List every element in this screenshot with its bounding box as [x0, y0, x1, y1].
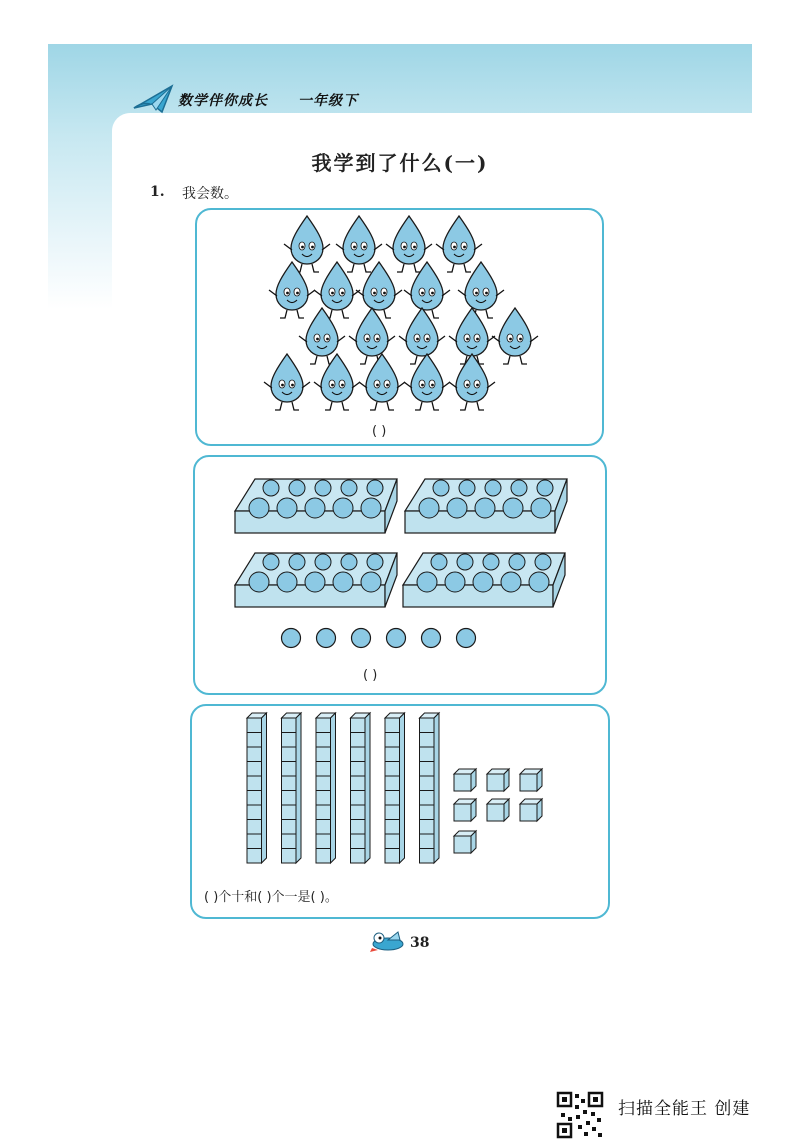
water-drop [264, 354, 310, 410]
ball [417, 572, 437, 592]
watermark-text: 扫描全能王 创建 [618, 1099, 751, 1119]
page-title: 我学到了什么(一) [311, 151, 489, 175]
ten-rod [385, 713, 405, 863]
ball [263, 554, 279, 570]
ten-rod [282, 713, 302, 863]
water-drop [404, 262, 450, 318]
ball [315, 554, 331, 570]
ball [503, 498, 523, 518]
ball [431, 554, 447, 570]
ball-box [235, 553, 397, 607]
water-drop [349, 308, 395, 364]
unit-cube [487, 769, 509, 791]
unit-cube [520, 799, 542, 821]
water-drop [458, 262, 504, 318]
water-drop [269, 262, 315, 318]
ball [433, 480, 449, 496]
book-title: 数学伴你成长 [178, 93, 268, 109]
ball [483, 554, 499, 570]
loose-ball [317, 629, 336, 648]
grade-label: 一年级下 [298, 93, 358, 109]
ball [501, 572, 521, 592]
water-drops-illustration [197, 210, 602, 444]
ball [249, 572, 269, 592]
ball [485, 480, 501, 496]
loose-ball [387, 629, 406, 648]
ball [305, 572, 325, 592]
water-drop [436, 216, 482, 272]
unit-cube [454, 769, 476, 791]
page-number: 38 [410, 935, 430, 951]
ball [457, 554, 473, 570]
ball [529, 572, 549, 592]
question-number: 1. [150, 184, 165, 200]
water-drop [336, 216, 382, 272]
water-drop [399, 308, 445, 364]
mascot-plane-icon [368, 930, 406, 954]
water-drop [404, 354, 450, 410]
ball [249, 498, 269, 518]
ball [447, 498, 467, 518]
ball [315, 480, 331, 496]
unit-cube [454, 799, 476, 821]
plane-logo-icon [132, 84, 176, 114]
ball-boxes-panel [193, 455, 607, 695]
ball [333, 572, 353, 592]
ball [361, 498, 381, 518]
ball [289, 554, 305, 570]
water-drop [492, 308, 538, 364]
unit-cube [454, 831, 476, 853]
ball-boxes-illustration [195, 457, 605, 693]
ball [361, 572, 381, 592]
ball [277, 498, 297, 518]
cubes-answer-sentence[interactable]: ( )个十和( )个一是( )。 [204, 890, 338, 905]
unit-cube [487, 799, 509, 821]
ball-box [235, 479, 397, 533]
ball-box [403, 553, 565, 607]
ball [367, 480, 383, 496]
ten-rod [420, 713, 440, 863]
loose-ball [422, 629, 441, 648]
ball [419, 498, 439, 518]
ball-box [405, 479, 567, 533]
ten-rod [247, 713, 267, 863]
ball [535, 554, 551, 570]
cubes-panel [190, 704, 610, 919]
water-drops-answer-blank[interactable]: ( ) [372, 424, 387, 439]
water-drop [314, 354, 360, 410]
ball [475, 498, 495, 518]
ball [277, 572, 297, 592]
unit-cube [520, 769, 542, 791]
loose-ball [282, 629, 301, 648]
question-text: 我会数。 [182, 186, 238, 202]
ball [509, 554, 525, 570]
water-drop [449, 354, 495, 410]
ball [289, 480, 305, 496]
ball [459, 480, 475, 496]
loose-ball [457, 629, 476, 648]
ball [263, 480, 279, 496]
water-drops-panel [195, 208, 604, 446]
ball [341, 480, 357, 496]
ball [511, 480, 527, 496]
ball [537, 480, 553, 496]
ball [445, 572, 465, 592]
ball [473, 572, 493, 592]
ten-rod [351, 713, 371, 863]
ball [333, 498, 353, 518]
ball-boxes-answer-blank[interactable]: ( ) [363, 668, 378, 683]
ball [305, 498, 325, 518]
loose-ball [352, 629, 371, 648]
ball [341, 554, 357, 570]
ball [367, 554, 383, 570]
ball [531, 498, 551, 518]
ten-rod [316, 713, 336, 863]
water-drop [356, 262, 402, 318]
